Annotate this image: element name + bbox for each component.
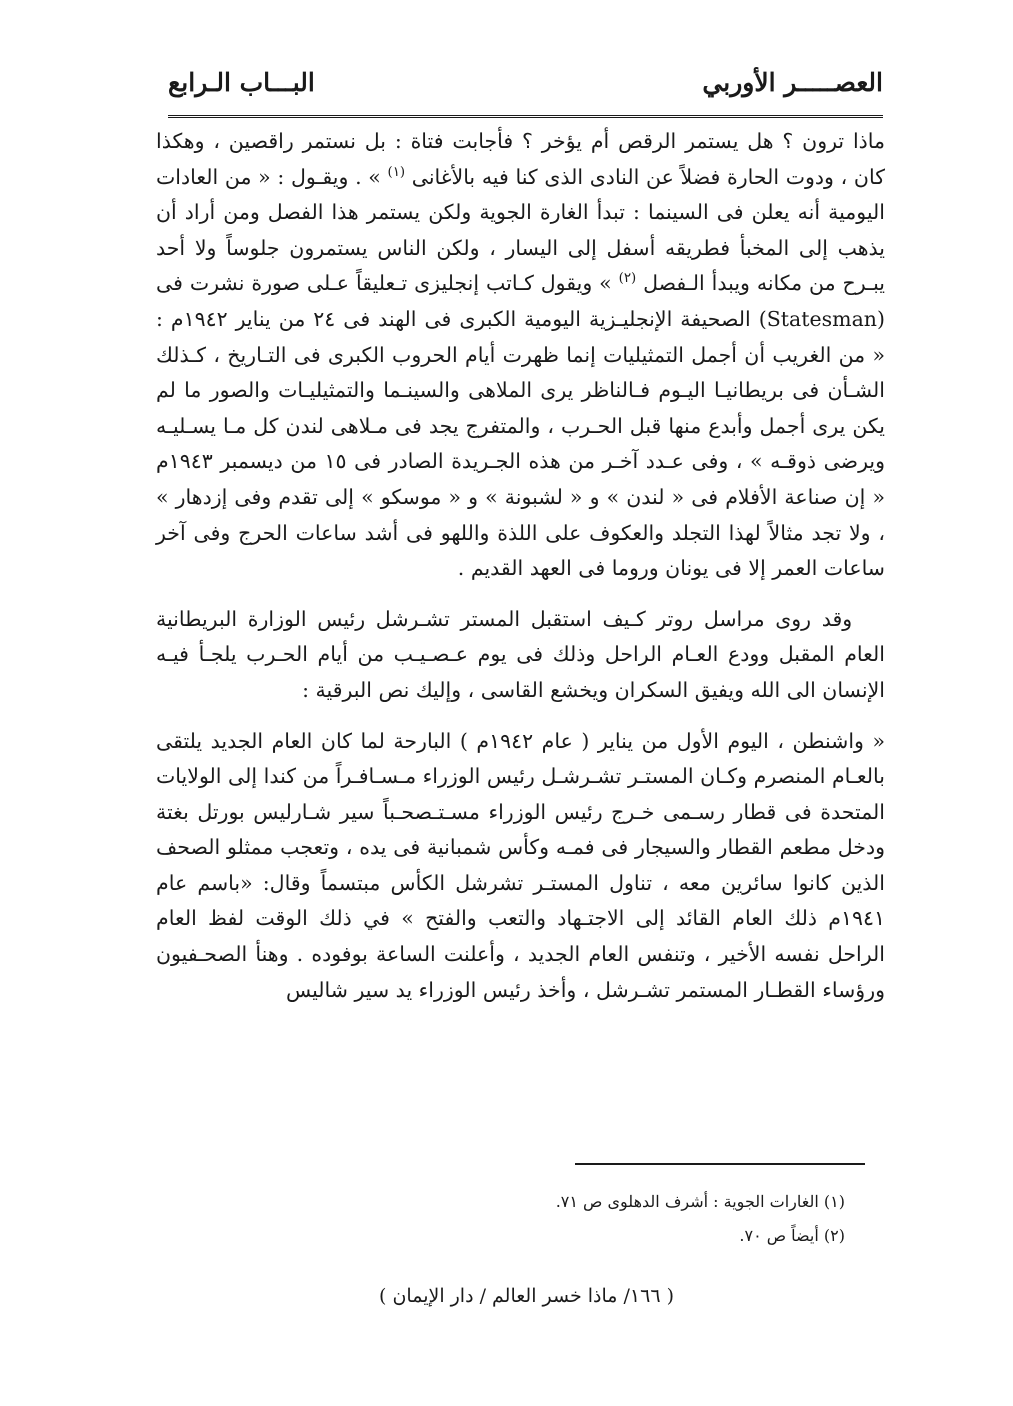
paragraph-1-part-b: » . ويقـول : « من العادات اليومية أنه يعلن فى السينما : تبدأ الغارة الجوية ولكن يستمر هذا الفصل ومن أراد أن يذهب إلى المخبأ فطريقه أسفل إلى اليسار ، ولكن الناس يستمرون جلوساً ولا أحد يبـرح من مكانه ويبدأ الـفصل	[156, 164, 885, 296]
footnote-2: (٢) أيضاً ص ٧٠.	[739, 1226, 845, 1245]
footnotes	[556, 1185, 845, 1253]
paragraph-1-part-a: ماذا ترون ؟ هل يستمر الرقص أم يؤخر ؟ فأجابت فتاة : بل نستمر راقصين ، وهكذا كان ، ودوت الحارة فضلاً عن النادى الذى كنا فيه بالأغانى	[156, 129, 885, 189]
paragraph-2: وقد روى مراسل روتر كـيف استقبل المستر تشـرشل رئيس الوزارة البريطانية العام المقبل وودع العـام الراحل وذلك فى يوم عـصـيـب من أيام الحـرب يلجـأ فيـه الإنسان الى الله ويفيق السكران ويخشع القاسى ، وإليك نص البرقية :	[156, 606, 885, 702]
footnote-separator	[575, 1163, 865, 1165]
footnote-1: (١) الغارات الجوية : أشرف الدهلوى ص ٧١.	[555, 1192, 845, 1211]
header-title: العصـــــر الأوربي	[702, 68, 883, 97]
footnote-ref-1: (١)	[387, 164, 406, 180]
paragraph-1-part-c: » ويقول كـاتب إنجليزى تـعليقاً عـلى صورة نشرت فى (Statesman) الصحيفة الإنجليـزية اليومية الكبرى فى الهند فى ٢٤ من يناير ١٩٤٢م : « من الغريب أن أجمل التمثيليات إنما ظهرت أيام الحروب الكبرى فى التـاريخ ، كـذلك الشـأن فى بريطانيـا اليـوم فـالناظر يرى الملاهى والسينـما والتمثيليـات والصور ما لم يكن يرى أجمل وأبدع منها قبل الحـرب ، والمتفرج يجد فى مـلاهى لندن كل مـا يسـليـه ويرضى ذوقـه » ، وفى عـدد آخـر من هذه الجـريدة الصادر فى ١٥ من ديسمبر ١٩٤٣م « إن صناعة الأفلام فى « لندن » و « لشبونة » و « موسكو » إلى تقدم وفى إزدهار » ، ولا تجد مثالاً لهذا التجلد والعكوف على اللذة واللهو فى أشد ساعات الحرج وفى آخر ساعات العمر إلا فى يونان وروما فى العهد القديم .	[156, 271, 885, 581]
running-header	[168, 62, 883, 118]
paragraph-3: « واشنطن ، اليوم الأول من يناير ( عام ١٩٤٢م ) البارحة لما كان العام الجديد يلتقى بالعـام المنصرم وكـان المستـر تشـرشـل رئيس الوزراء مـسـافـراً من كندا إلى الولايات المتحدة فى قطار رسـمى خـرج رئيس الوزراء مسـتـصحـباً سير شـارليس بورتل بغتة ودخل مطعم القطار والسيجار فى فمـه وكأس شمبانية فى يده ، وتعجب ممثلو الصحف الذين كانوا سائرين معه ، تناول المستـر تشرشل الكأس مبتسماً وقال: «باسم عام ١٩٤١م ذلك العام القائد إلى الاجتـهاد والتعب والفتح » في ذلك الوقت لفظ العام الراحل نفسه الأخير ، وتنفس العام الجديد ، وأعلنت الساعة بوفوده . وهنأ الصحـفيون ورؤساء القطـار المستمر تشـرشل ، وأخذ رئيس الوزراء يد سير شاليس	[156, 728, 886, 1002]
footnote-ref-2: (٢)	[618, 271, 637, 287]
body-text	[156, 124, 885, 1008]
header-rule	[168, 115, 883, 118]
header-chapter: البـــاب الـرابع	[168, 68, 315, 97]
paragraph-1	[156, 124, 885, 587]
page-footer: ( ١٦٦/ ماذا خسر العالم / دار الإيمان )	[379, 1285, 674, 1307]
